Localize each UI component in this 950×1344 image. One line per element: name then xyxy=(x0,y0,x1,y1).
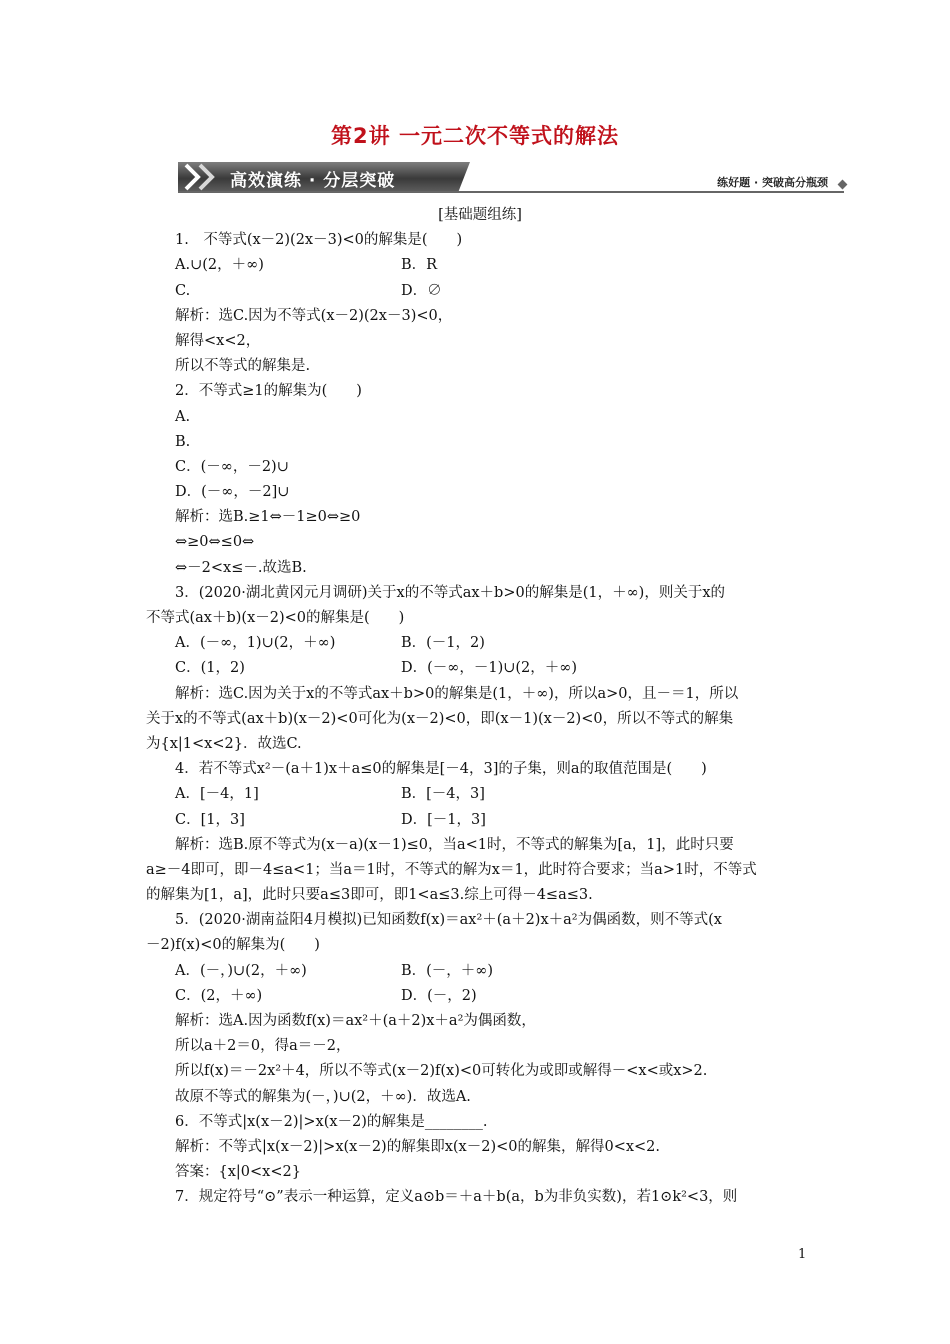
options-row xyxy=(146,808,814,833)
page-title: 第2讲 一元二次不等式的解法 xyxy=(331,124,619,148)
page-number: 1 xyxy=(798,1247,807,1262)
question-line: －2)f(x)<0的解集为( ) xyxy=(146,937,320,954)
option: B．(－1，2) xyxy=(401,635,485,652)
solution-line: 解析：选C.因为关于x的不等式ax＋b>0的解集是(1，＋∞)，所以a>0，且－＝1，所以 xyxy=(175,685,739,702)
solution-line: 解析：选B.≥1⇔－1≥0⇔≥0 xyxy=(175,509,361,526)
option: C．[1，3] xyxy=(175,811,245,828)
solution-line: 解得<x<2， xyxy=(175,332,261,349)
options-row xyxy=(146,253,814,278)
section-heading: [基础题组练] xyxy=(438,207,522,223)
banner-title: 高效演练 · 分层突破 xyxy=(230,171,396,191)
options-row xyxy=(146,984,814,1009)
option: D．(－∞，－2]∪ xyxy=(175,484,290,501)
option: A. xyxy=(175,408,191,425)
option: B．R xyxy=(401,257,438,274)
solution-line: ⇔≥0⇔≤0⇔ xyxy=(175,534,255,551)
option: A．(－，)∪(2，＋∞) xyxy=(175,962,307,979)
question-line: 6．不等式|x(x－2)|>x(x－2)的解集是________. xyxy=(175,1113,488,1130)
option: D．(－，2) xyxy=(401,987,477,1004)
section-banner xyxy=(178,160,850,196)
option: D．(－∞，－1)∪(2，＋∞) xyxy=(401,660,578,677)
diamond-icon xyxy=(838,180,848,190)
solution-line: 所以f(x)＝－2x²＋4，所以不等式(x－2)f(x)<0可转化为或即或解得－<x<或x>2. xyxy=(175,1063,708,1080)
option: A.∪(2，＋∞) xyxy=(175,257,264,274)
solution-line: 解析：选B.原不等式为(x－a)(x－1)≤0，当a<1时，不等式的解集为[a，1]，此时只要 xyxy=(175,836,734,853)
solution-line: a≥－4即可，即－4≤a<1；当a＝1时，不等式的解为x＝1，此时符合要求；当a>1时，不等式 xyxy=(146,861,757,878)
banner-rule xyxy=(178,191,844,193)
option: C．(2，＋∞) xyxy=(175,987,263,1004)
option: C. xyxy=(175,282,191,299)
question-line: 不等式(ax＋b)(x－2)<0的解集是( ) xyxy=(146,610,405,626)
question-line: 3．(2020·湖北黄冈元月调研)关于x的不等式ax＋b>0的解集是(1，＋∞)，则关于x的 xyxy=(175,584,725,601)
solution-line: 解析：选C.因为不等式(x－2)(2x－3)<0， xyxy=(175,307,453,324)
option: B. xyxy=(175,433,191,450)
solution-line: 所以不等式的解集是. xyxy=(175,358,311,375)
solution-line: 的解集为[1，a]，此时只要a≤3即可，即1<a≤3.综上可得－4≤a≤3. xyxy=(146,887,593,904)
options-row xyxy=(146,782,814,807)
options-row xyxy=(146,959,814,984)
solution-line: 为{x|1<x<2}．故选C. xyxy=(146,735,302,752)
solution-line: 解析：选A.因为函数f(x)＝ax²＋(a＋2)x＋a²为偶函数， xyxy=(175,1013,536,1029)
option: C．(1，2) xyxy=(175,660,245,677)
banner-slogan: 练好题 · 突破高分瓶颈 xyxy=(717,176,828,189)
double-chevron-icon xyxy=(182,163,226,191)
answer-line: 答案：{x|0<x<2} xyxy=(175,1164,301,1181)
options-row xyxy=(146,656,814,681)
options-row xyxy=(146,279,814,304)
option: D．∅ xyxy=(401,282,442,299)
option: B．(－，＋∞) xyxy=(401,962,494,979)
question-line: 4．若不等式x²－(a＋1)x＋a≤0的解集是[－4，3]的子集，则a的取值范围是( ) xyxy=(175,761,707,778)
question-line: 7．规定符号“⊙”表示一种运算，定义a⊙b＝＋a＋b(a，b为非负实数)，若1⊙k²<3，则 xyxy=(175,1189,738,1206)
option: D．[－1，3] xyxy=(401,811,486,828)
option: A．(－∞，1)∪(2，＋∞) xyxy=(175,635,336,652)
exercise-content xyxy=(146,203,814,1211)
question-line: 1. 不等式(x－2)(2x－3)<0的解集是( ) xyxy=(175,232,463,249)
options-row xyxy=(146,631,814,656)
question-line: 2．不等式≥1的解集为( ) xyxy=(175,383,362,400)
solution-line: ⇔－2<x≤－.故选B. xyxy=(175,559,307,576)
option: A．[－4，1] xyxy=(175,786,259,803)
solution-line: 故原不等式的解集为(－，)∪(2，＋∞)．故选A. xyxy=(175,1088,471,1105)
solution-line: 解析：不等式|x(x－2)|>x(x－2)的解集即x(x－2)<0的解集，解得0<x<2. xyxy=(175,1138,661,1155)
solution-line: 关于x的不等式(ax＋b)(x－2)<0可化为(x－2)<0，即(x－1)(x－2)<0，所以不等式的解集 xyxy=(146,710,734,727)
question-line: 5．(2020·湖南益阳4月模拟)已知函数f(x)＝ax²＋(a＋2)x＋a²为偶函数，则不等式(x xyxy=(175,912,722,929)
option: B．[－4，3] xyxy=(401,786,485,803)
option: C．(－∞，－2)∪ xyxy=(175,458,289,475)
solution-line: 所以a＋2＝0，得a＝－2， xyxy=(175,1038,351,1055)
